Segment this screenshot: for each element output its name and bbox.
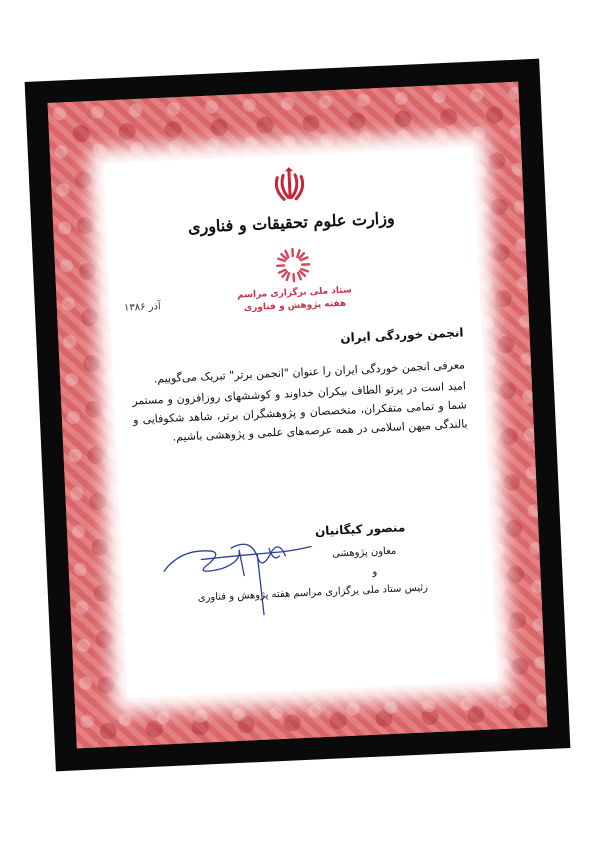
headquarters-label bbox=[109, 279, 480, 322]
certificate-frame bbox=[25, 59, 571, 772]
iran-emblem-icon bbox=[269, 164, 311, 206]
certificate-content bbox=[103, 147, 497, 698]
letter-body bbox=[131, 355, 468, 450]
letter-paragraph: معرفی انجمن خوردگی ایران را عنوان "انجمن برتر" تبریک می‌گوییم. bbox=[153, 358, 466, 386]
issue-date: آذر ۱۳۸۶ bbox=[123, 301, 161, 314]
signer-role-research: معاون پژوهشی bbox=[331, 545, 397, 560]
headquarters-line2: هفته پژوهش و فناوری bbox=[243, 298, 347, 314]
headquarters-line1: ستاد ملی برگزاری مراسم bbox=[236, 285, 353, 301]
research-week-logo-icon bbox=[274, 246, 312, 284]
recipient-name: انجمن خوردگی ایران bbox=[339, 325, 464, 345]
letter-paragraph: امید است در پرتو الطاف بیکران خداوند و کوششهای روزافزون و مستمر شما و تمامی متفکران، متخصصان و پژوهشگران برتر، شاهد شکوفایی و بالندگی میهن اسلامی در همه عرصه‌های علمی و پژوهشی باشیم. bbox=[131, 379, 468, 444]
signature-mark bbox=[160, 524, 324, 621]
certificate-paper bbox=[103, 147, 497, 698]
signer-name: منصور کیگانیان bbox=[314, 520, 406, 539]
ministry-title: وزارت علوم تحقیقات و فناوری bbox=[187, 208, 395, 237]
signer-conjunction: و bbox=[372, 566, 378, 578]
signer-role-headquarters: رئیس ستاد ملی برگزاری مراسم هفته پژوهش و فناوری bbox=[197, 582, 429, 604]
